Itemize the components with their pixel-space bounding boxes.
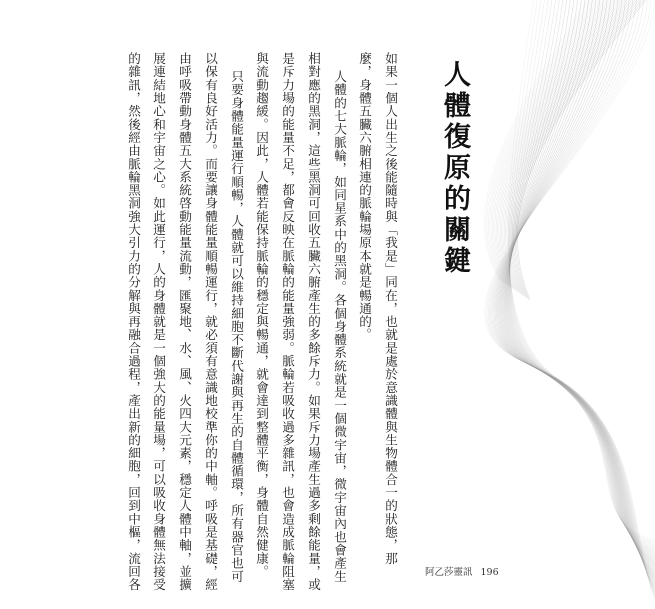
- wave-line: [500, 0, 655, 565]
- wave-line: [504, 0, 655, 573]
- wave-line: [509, 0, 655, 587]
- wave-line: [507, 0, 655, 578]
- wave-line: [512, 0, 640, 297]
- text-line-4: 相對應的黑洞，這些黑洞可回收五臟六腑產生的多餘斥力。如果斥力場產生過多剩餘能量，或: [306, 52, 321, 592]
- text-line-11: 的雜訊，然後經由脈輪黑洞強大引力的分解與再融合過程，產出新的細胞，回到中樞，流回各: [126, 52, 141, 592]
- page-number: 196: [480, 567, 499, 578]
- text-line-10: 展連結地心和宇宙之心。如此運行，人的身體就是一個強大的能量場，可以吸收身體無法接受: [151, 52, 166, 592]
- wave-line: [503, 0, 655, 571]
- text-line-2: 麼，身體五臟六腑相連的脈輪場原本就是暢通的。: [357, 52, 372, 342]
- wave-line: [498, 0, 655, 562]
- text-line-6: 與流動趨緩。因此，人體若能保持脈輪的穩定與暢通，就會達到整體平衡，身體自然健康。: [254, 52, 269, 578]
- wave-line: [509, 0, 655, 585]
- page-footer: [425, 564, 499, 578]
- wave-line: [506, 0, 655, 576]
- decorative-wave-graphic: [330, 0, 655, 609]
- text-line-7: 只要身體能量運行順暢，人體就可以維持細胞不斷代謝與再生的自體循環，所有器官也可: [229, 70, 244, 583]
- text-line-5: 是斥力場的能量不足，都會反映在脈輪的能量強弱。脈輪若吸收過多雜訊，也會造成脈輪阻塞: [280, 52, 295, 592]
- wave-line: [493, 0, 655, 553]
- footer-book-title: 阿乙莎靈訊: [425, 567, 473, 578]
- text-line-3: 人體的七大脈輪，如同星系中的黑洞。各個身體系統就是一個微宇宙，微宇宙內也會產生: [332, 70, 347, 583]
- wave-line: [511, 0, 638, 296]
- text-line-8: 以保有良好活力。而要讓身體能量順暢運行，就必須有意識地校準你的中軸。呼吸是基礎，經: [203, 52, 218, 592]
- wave-line: [489, 0, 655, 547]
- wave-line: [495, 0, 655, 556]
- text-line-9: 由呼吸帶動身體五大系統啓動能量流動，匯聚地、水、風、火四大元素，穩定人體中軸，並擴: [177, 52, 192, 592]
- text-line-1: 如果一個人出生之後能隨時與「我是」同在，也就是處於意識體與生物體合一的狀態，那: [383, 52, 398, 565]
- chapter-title: 人體復原的關鍵: [439, 60, 470, 277]
